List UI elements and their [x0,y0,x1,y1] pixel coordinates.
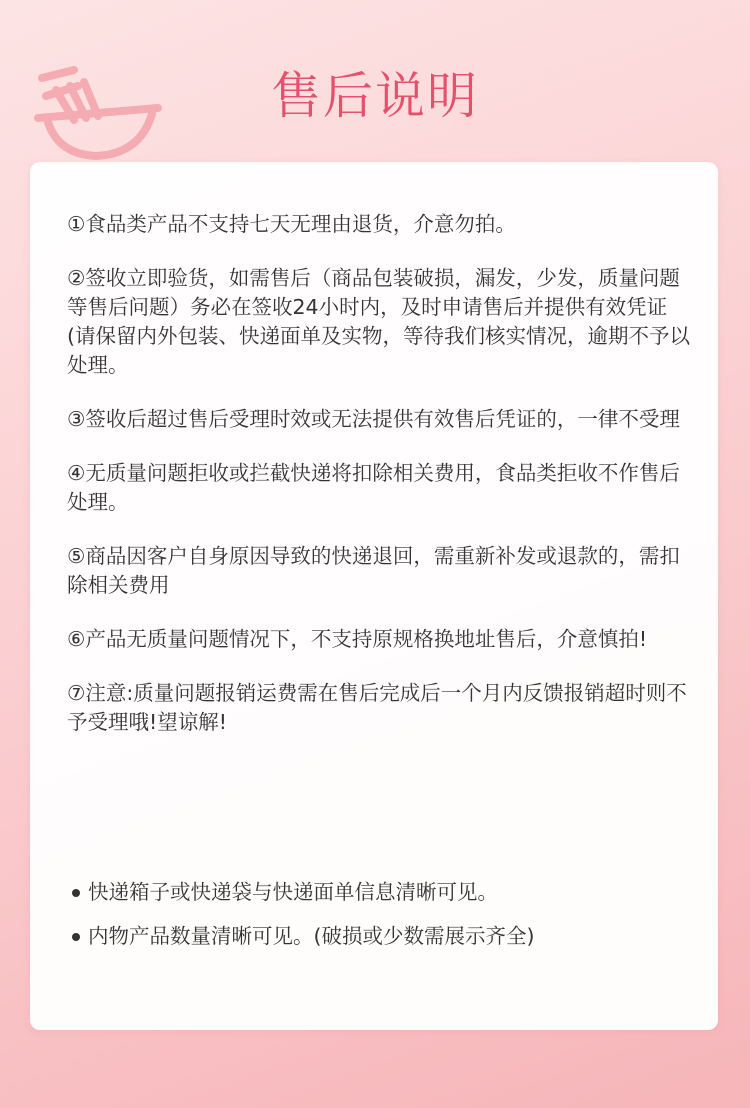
rule-item: ④无质量问题拒收或拦截快递将扣除相关费用，食品类拒收不作售后处理。 [67,461,680,514]
bullet-icon [72,933,80,941]
rule-item: ①食品类产品不支持七天无理由退货，介意勿拍。 [67,212,516,236]
requirement-text: 内物产品数量清晰可见。(破损或少数需展示齐全) [88,924,535,948]
requirements-list [68,878,688,966]
requirement-item [68,878,688,907]
requirement-text: 快递箱子或快递袋与快递面单信息清晰可见。 [88,880,498,904]
rule-item: ⑤商品因客户自身原因导致的快递退回，需重新补发或退款的，需扣除相关费用 [67,544,680,597]
after-sales-card [30,162,718,1030]
rule-item: ②签收立即验货，如需售后（商品包装破损，漏发，少发，质量问题等售后问题）务必在签收24小时内，及时申请售后并提供有效凭证(请保留内外包装、快递面单及实物，等待我们核实情况，逾期不予以处理。 [67,266,690,377]
bullet-icon [72,889,80,897]
rules-list [67,210,693,762]
rule-item: ⑦注意:质量问题报销运费需在售后完成后一个月内反馈报销超时则不予受理哦!望谅解! [67,681,687,734]
rule-item: ③签收后超过售后受理时效或无法提供有效售后凭证的，一律不受理 [67,407,680,431]
rule-item: ⑥产品无质量问题情况下，不支持原规格换地址售后，介意慎拍! [67,627,648,651]
page-title: 售后说明 [271,67,479,125]
requirement-item [68,922,688,951]
